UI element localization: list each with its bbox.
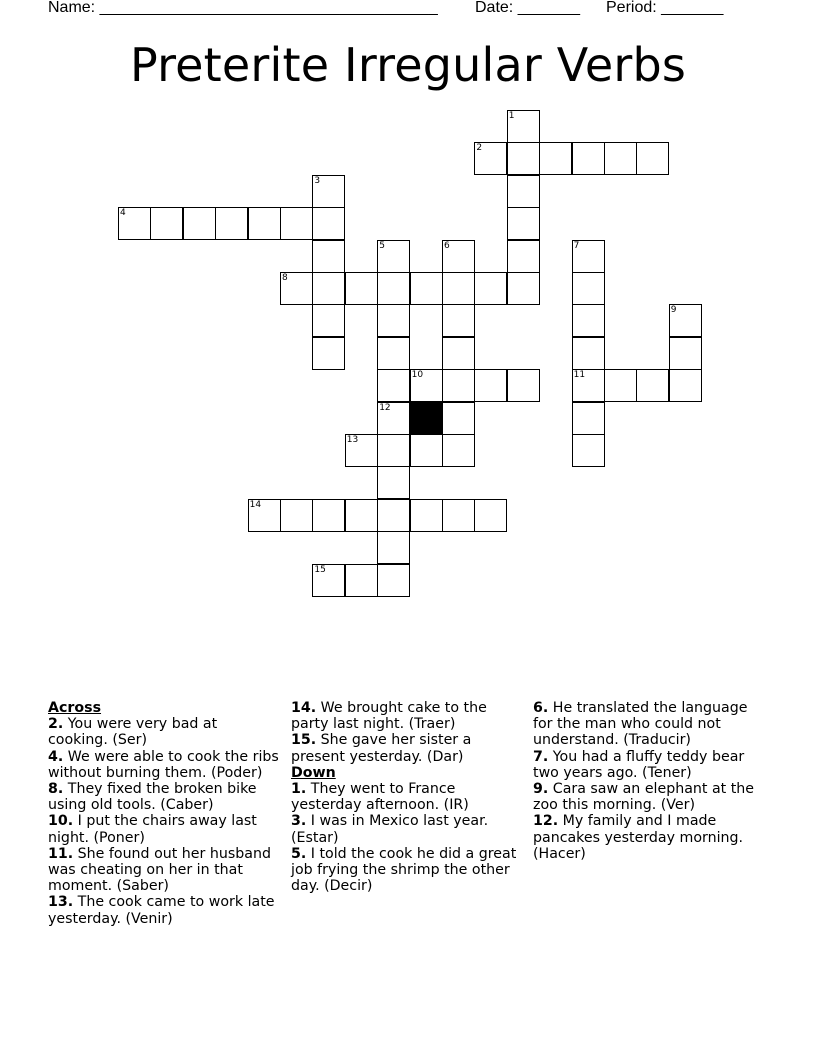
- crossword-cell[interactable]: [669, 369, 702, 402]
- crossword-cell[interactable]: [118, 207, 151, 240]
- crossword-cell[interactable]: [248, 499, 281, 532]
- clue-number: 11: [573, 370, 586, 381]
- clue-number: 2: [476, 143, 483, 154]
- crossword-cell[interactable]: [604, 369, 637, 402]
- crossword-cell[interactable]: [312, 175, 345, 208]
- crossword-cell[interactable]: [312, 207, 345, 240]
- crossword-cell[interactable]: [669, 337, 702, 370]
- crossword-cell[interactable]: [410, 434, 443, 467]
- crossword-cell[interactable]: [410, 499, 443, 532]
- clue-across-2: 2. You were very bad at cooking. (Ser): [48, 716, 218, 749]
- clue-number: 14: [249, 499, 262, 510]
- crossword-cell[interactable]: [377, 499, 410, 532]
- crossword-cell[interactable]: [572, 142, 605, 175]
- crossword-cell[interactable]: [442, 240, 475, 273]
- crossword-cell[interactable]: [312, 240, 345, 273]
- crossword-cell[interactable]: [507, 110, 540, 143]
- crossword-cell[interactable]: [377, 402, 410, 435]
- clue-across-13: 13. The cook came to work late yesterday. (Venir): [48, 894, 275, 927]
- crossword-cell[interactable]: [312, 499, 345, 532]
- crossword-cell[interactable]: [377, 304, 410, 337]
- crossword-cell[interactable]: [312, 337, 345, 370]
- clue-number: 12: [379, 402, 391, 413]
- clue-number: 3: [314, 175, 321, 186]
- crossword-cell[interactable]: [280, 207, 313, 240]
- crossword-cell[interactable]: [377, 531, 410, 564]
- clue-across-8: 8. They fixed the broken bike using old tools. (Caber): [48, 781, 257, 814]
- clue-across-15: 15. She gave her sister a present yesterday. (Dar): [291, 732, 472, 765]
- crossword-cell[interactable]: [507, 142, 540, 175]
- crossword-cell[interactable]: [312, 304, 345, 337]
- clue-down-5: 5. I told the cook he did a great job frying the shrimp the other day. (Decir): [291, 845, 517, 895]
- clues-column-1: [48, 700, 280, 927]
- crossword-cell[interactable]: [377, 272, 410, 305]
- crossword-cell[interactable]: [442, 402, 475, 435]
- crossword-cell[interactable]: [507, 207, 540, 240]
- crossword-cell[interactable]: [377, 564, 410, 597]
- down-heading: Down: [291, 764, 336, 781]
- clue-number: 9: [670, 305, 677, 316]
- clue-down-12: 12. My family and I made pancakes yesterday morning. (Hacer): [533, 813, 744, 862]
- clue-number: 7: [573, 240, 580, 251]
- crossword-cell[interactable]: [377, 434, 410, 467]
- crossword-cell[interactable]: [572, 434, 605, 467]
- crossword-cell[interactable]: [410, 272, 443, 305]
- crossword-cell[interactable]: [572, 337, 605, 370]
- crossword-cell[interactable]: [442, 369, 475, 402]
- clue-across-4: 4. We were able to cook the ribs without burning them. (Poder): [48, 748, 279, 781]
- crossword-cell[interactable]: [377, 337, 410, 370]
- crossword-cell[interactable]: [507, 175, 540, 208]
- crossword-cell[interactable]: [312, 564, 345, 597]
- crossword-cell[interactable]: [442, 304, 475, 337]
- crossword-cell[interactable]: [215, 207, 248, 240]
- name-field-label: Name: ______________________________________: [48, 0, 438, 16]
- clue-across-11: 11. She found out her husband was cheating on her in that moment. (Saber): [48, 845, 271, 895]
- crossword-cell[interactable]: [442, 337, 475, 370]
- crossword-cell[interactable]: [150, 207, 183, 240]
- crossword-cell[interactable]: [636, 369, 669, 402]
- clue-number: 1: [508, 111, 515, 121]
- crossword-cell[interactable]: [345, 499, 378, 532]
- crossword-cell[interactable]: [183, 207, 216, 240]
- page-title: Preterite Irregular Verbs: [129, 38, 687, 92]
- clue-number: 15: [314, 564, 326, 575]
- clue-across-14: 14. We brought cake to the party last night. (Traer): [291, 700, 487, 733]
- crossword-cell[interactable]: [572, 304, 605, 337]
- across-heading: Across: [48, 700, 102, 716]
- clue-number: 13: [346, 435, 359, 445]
- crossword-cell[interactable]: [345, 434, 378, 467]
- crossword-cell[interactable]: [280, 272, 313, 305]
- clue-number: 10: [411, 370, 424, 381]
- clue-down-7: 7. You had a fluffy teddy bear two years ago. (Tener): [533, 748, 745, 781]
- crossword-cell[interactable]: [442, 434, 475, 467]
- crossword-cell[interactable]: [669, 304, 702, 337]
- crossword-cell[interactable]: [572, 272, 605, 305]
- crossword-cell[interactable]: [539, 142, 572, 175]
- crossword-cell[interactable]: [248, 207, 281, 240]
- clues-column-2: [291, 700, 523, 894]
- crossword-cell[interactable]: [572, 240, 605, 273]
- crossword-cell[interactable]: [474, 142, 507, 175]
- crossword-cell[interactable]: [280, 499, 313, 532]
- clue-number: 8: [282, 273, 288, 283]
- crossword-cell[interactable]: [377, 369, 410, 402]
- crossword-cell[interactable]: [345, 272, 378, 305]
- blocked-cell: [410, 402, 443, 435]
- crossword-cell[interactable]: [474, 499, 507, 532]
- clue-number: 5: [379, 240, 385, 251]
- crossword-cell[interactable]: [410, 369, 443, 402]
- crossword-cell[interactable]: [572, 402, 605, 435]
- crossword-cell[interactable]: [442, 499, 475, 532]
- crossword-cell[interactable]: [377, 240, 410, 273]
- crossword-cell[interactable]: [507, 272, 540, 305]
- crossword-cell[interactable]: [636, 142, 669, 175]
- crossword-cell[interactable]: [474, 272, 507, 305]
- clue-down-1: 1. They went to France yesterday afternoon. (IR): [291, 781, 469, 814]
- crossword-cell[interactable]: [345, 564, 378, 597]
- crossword-cell[interactable]: [507, 240, 540, 273]
- clue-across-10: 10. I put the chairs away last night. (Poner): [48, 813, 257, 846]
- clue-number: 6: [444, 240, 450, 251]
- crossword-cell[interactable]: [312, 272, 345, 305]
- clue-down-6: 6. He translated the language for the man who could not understand. (Traducir): [533, 700, 748, 749]
- crossword-cell[interactable]: [507, 369, 540, 402]
- period-field-label: Period: _______: [606, 0, 724, 16]
- crossword-cell[interactable]: [604, 142, 637, 175]
- clues-column-3: [533, 700, 765, 862]
- clue-down-3: 3. I was in Mexico last year. (Estar): [291, 813, 489, 846]
- crossword-cell[interactable]: [442, 272, 475, 305]
- date-field-label: Date: _______: [475, 0, 580, 16]
- crossword-cell[interactable]: [474, 369, 507, 402]
- crossword-cell[interactable]: [572, 369, 605, 402]
- clue-number: 4: [120, 208, 126, 219]
- crossword-cell[interactable]: [377, 466, 410, 499]
- clue-down-9: 9. Cara saw an elephant at the zoo this morning. (Ver): [533, 781, 755, 814]
